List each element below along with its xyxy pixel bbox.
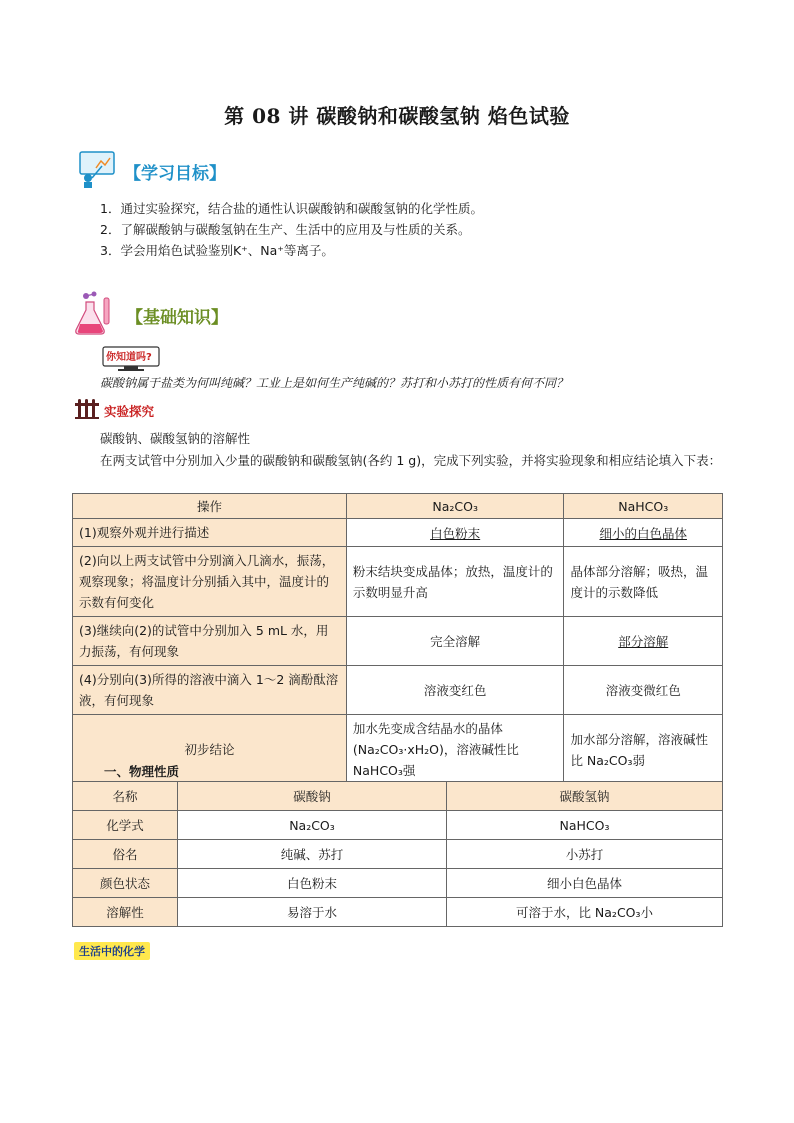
- table-header-row: [73, 494, 723, 519]
- basic-knowledge-label: 【基础知识】: [126, 307, 228, 328]
- table-cell: 白色粉末: [346, 519, 564, 547]
- experiment-table: [72, 493, 723, 785]
- goal-item: 3．学会用焰色试验鉴别K⁺、Na⁺等离子。: [100, 243, 334, 258]
- did-you-know-badge: [102, 346, 160, 376]
- physical-properties-table: [72, 781, 723, 927]
- basic-knowledge-header: [74, 290, 228, 340]
- table-row: [73, 869, 723, 898]
- table-row: [73, 811, 723, 840]
- page-title: 第 08 讲 碳酸钠和碳酸氢钠 焰色试验: [224, 104, 570, 128]
- table-cell: (1)观察外观并进行描述: [73, 519, 347, 547]
- table-header-cell: 名称: [73, 782, 178, 811]
- table-row: [73, 666, 723, 715]
- experiment-header: [74, 398, 154, 424]
- table-cell: 粉末结块变成晶体；放热，温度计的示数明显升高: [346, 547, 564, 617]
- table-cell: Na₂CO₃: [178, 811, 447, 840]
- table-cell: 纯碱、苏打: [178, 840, 447, 869]
- table-cell: 晶体部分溶解；吸热，温度计的示数降低: [564, 547, 723, 617]
- table-cell: 小苏打: [447, 840, 723, 869]
- table-header-cell: Na₂CO₃: [346, 494, 564, 519]
- experiment-description: 在两支试管中分别加入少量的碳酸钠和碳酸氢钠(各约 1 g)，完成下列实验，并将实验现象和相应结论填入下表：: [100, 453, 722, 468]
- table-header-row: [73, 782, 723, 811]
- flask-icon: [74, 290, 122, 340]
- table-cell: 细小的白色晶体: [564, 519, 723, 547]
- table-cell: 加水部分溶解，溶液碱性比 Na₂CO₃弱: [564, 715, 723, 785]
- table-row: [73, 840, 723, 869]
- goal-item: 1．通过实验探究，结合盐的通性认识碳酸钠和碳酸氢钠的化学性质。: [100, 201, 483, 216]
- goal-list: [100, 198, 483, 261]
- did-you-know-label: 你知道吗?: [106, 352, 152, 363]
- life-chemistry-badge: 生活中的化学: [74, 942, 150, 960]
- table-row: [73, 898, 723, 927]
- table-cell: 部分溶解: [564, 617, 723, 666]
- table-cell: 溶液变微红色: [564, 666, 723, 715]
- table-cell: 易溶于水: [178, 898, 447, 927]
- table-header-cell: 操作: [73, 494, 347, 519]
- table-cell: 加水先变成含结晶水的晶体(Na₂CO₃·xH₂O)，溶液碱性比NaHCO₃强: [346, 715, 564, 785]
- table-header-cell: 碳酸氢钠: [447, 782, 723, 811]
- table-cell: 化学式: [73, 811, 178, 840]
- table-cell: 溶液变红色: [346, 666, 564, 715]
- test-tube-rack-icon: [74, 398, 100, 424]
- table-cell: (2)向以上两支试管中分别滴入几滴水，振荡，观察现象；将温度计分别插入其中，温度计的示数有何变化: [73, 547, 347, 617]
- table-row: [73, 617, 723, 666]
- table-header-cell: 碳酸钠: [178, 782, 447, 811]
- table-cell: 颜色状态: [73, 869, 178, 898]
- table-cell: 初步结论: [73, 715, 347, 785]
- table-cell: 白色粉末: [178, 869, 447, 898]
- table-cell: (3)继续向(2)的试管中分别加入 5 mL 水，用力振荡，有何现象: [73, 617, 347, 666]
- table-cell: NaHCO₃: [447, 811, 723, 840]
- experiment-subtitle: 碳酸钠、碳酸氢钠的溶解性: [100, 431, 251, 446]
- table-cell: 可溶于水，比 Na₂CO₃小: [447, 898, 723, 927]
- did-you-know-text: 碳酸钠属于盐类为何叫纯碱？工业上是如何生产纯碱的？苏打和小苏打的性质有何不同？: [100, 376, 569, 390]
- teacher-board-icon: [74, 150, 120, 192]
- table-cell: 完全溶解: [346, 617, 564, 666]
- table-cell: 俗名: [73, 840, 178, 869]
- table-header-cell: NaHCO₃: [564, 494, 723, 519]
- experiment-label: 实验探究: [104, 404, 155, 419]
- goal-item: 2．了解碳酸钠与碳酸氢钠在生产、生活中的应用及与性质的关系。: [100, 222, 471, 237]
- learning-goals-label: 【学习目标】: [124, 163, 226, 184]
- physical-properties-heading: 一、物理性质: [104, 764, 180, 779]
- table-row: [73, 547, 723, 617]
- table-cell: 细小白色晶体: [447, 869, 723, 898]
- table-cell: 溶解性: [73, 898, 178, 927]
- learning-goals-header: [74, 150, 226, 192]
- table-cell: (4)分别向(3)所得的溶液中滴入 1～2 滴酚酞溶液，有何现象: [73, 666, 347, 715]
- table-row: [73, 519, 723, 547]
